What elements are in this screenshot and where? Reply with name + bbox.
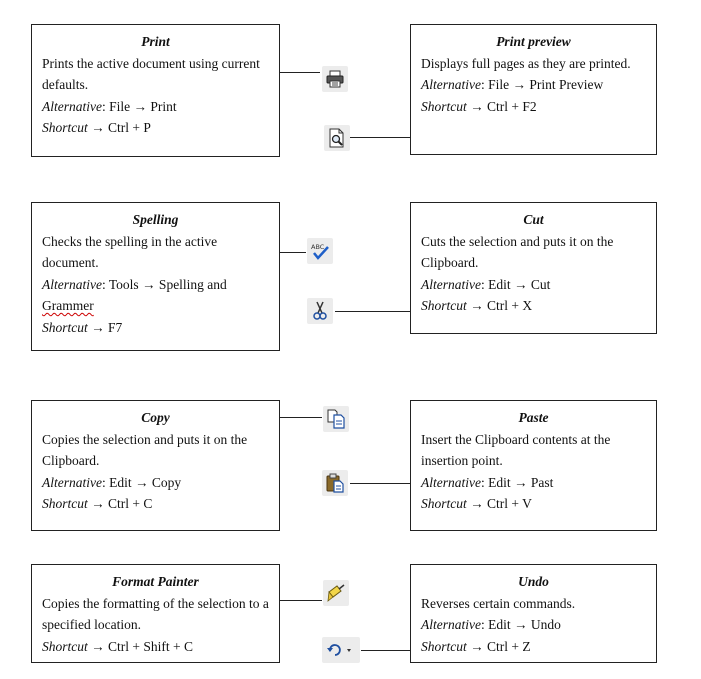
print-box: Print Prints the active document using current defaults. Alternative: File → Print Shortcut → Ctrl + P bbox=[31, 24, 280, 157]
paste-box: Paste Insert the Clipboard contents at the insertion point. Alternative: Edit → Past Shortcut → Ctrl + V bbox=[410, 400, 657, 531]
print-preview-alt-label: Alternative bbox=[421, 77, 481, 92]
spelling-shortcut-value: → F7 bbox=[91, 319, 123, 335]
cut-alt-label: Alternative bbox=[421, 276, 481, 292]
copy-alt-label: Alternative bbox=[42, 474, 102, 490]
format-painter-connector bbox=[280, 600, 322, 601]
print-preview-description: Displays full pages as they are printed. bbox=[421, 55, 631, 71]
paste-alt-value: Edit → Past bbox=[488, 474, 554, 490]
copy-shortcut-value: → Ctrl + C bbox=[91, 496, 153, 511]
copy-connector bbox=[280, 417, 322, 418]
print-preview-shortcut-label: Shortcut bbox=[421, 98, 467, 114]
paste-connector bbox=[350, 483, 410, 484]
cut-connector bbox=[335, 311, 410, 312]
spelling-title: Spelling bbox=[132, 212, 179, 227]
spelling-connector bbox=[280, 252, 306, 253]
paste-icon[interactable] bbox=[322, 470, 348, 496]
print-preview-title: Print preview bbox=[496, 34, 571, 49]
printer-icon[interactable] bbox=[322, 66, 348, 92]
spelling-box: Spelling Checks the spelling in the active document. Alternative: Tools → Spelling and Grammer Shortcut → F7 bbox=[31, 202, 280, 351]
spelling-alt-label: Alternative bbox=[42, 276, 102, 292]
undo-shortcut-label: Shortcut bbox=[421, 638, 467, 654]
print-shortcut-label: Shortcut bbox=[42, 120, 88, 135]
cut-shortcut-label: Shortcut bbox=[421, 298, 467, 313]
print-preview-connector bbox=[350, 137, 410, 138]
format-painter-description: Copies the formatting of the selection to a specified location. bbox=[42, 595, 269, 632]
print-preview-icon[interactable] bbox=[324, 125, 350, 151]
paste-shortcut-value: → Ctrl + V bbox=[470, 496, 532, 511]
copy-icon[interactable] bbox=[323, 406, 349, 432]
copy-shortcut-label: Shortcut bbox=[42, 496, 88, 511]
undo-box: Undo Reverses certain commands. Alternative: Edit → Undo Shortcut → Ctrl + Z bbox=[410, 564, 657, 663]
spelling-alt-value-cont: Grammer bbox=[42, 298, 94, 313]
format-painter-icon[interactable] bbox=[323, 580, 349, 606]
copy-alt-value: Edit → Copy bbox=[109, 474, 182, 490]
spelling-alt-value: Tools → Spelling and bbox=[108, 276, 227, 292]
paste-title: Paste bbox=[518, 410, 549, 425]
chevron-down-icon bbox=[347, 649, 351, 652]
print-alt-value: File → Print bbox=[109, 98, 177, 114]
svg-text:ABC: ABC bbox=[311, 243, 325, 251]
cut-description: Cuts the selection and puts it on the Clipboard. bbox=[421, 233, 614, 270]
print-description: Prints the active document using current defaults. bbox=[42, 55, 260, 92]
paste-alt-label: Alternative bbox=[421, 474, 481, 490]
cut-shortcut-value: → Ctrl + X bbox=[470, 298, 533, 313]
print-alt-label: Alternative bbox=[42, 98, 102, 114]
undo-shortcut-value: → Ctrl + Z bbox=[470, 638, 531, 654]
format-painter-shortcut-label: Shortcut bbox=[42, 638, 88, 654]
cut-title: Cut bbox=[523, 212, 544, 227]
undo-alt-value: Edit → Undo bbox=[488, 617, 561, 632]
copy-box: Copy Copies the selection and puts it on the Clipboard. Alternative: Edit → Copy Shortcut → Ctrl + C bbox=[31, 400, 280, 531]
cut-alt-value: Edit → Cut bbox=[488, 276, 551, 292]
undo-alt-label: Alternative bbox=[421, 617, 481, 632]
format-painter-shortcut-value: → Ctrl + Shift + C bbox=[91, 638, 193, 654]
spelling-check-icon[interactable] bbox=[307, 238, 333, 264]
print-preview-shortcut-value: → Ctrl + F2 bbox=[470, 98, 537, 114]
scissors-icon[interactable] bbox=[307, 298, 333, 324]
cut-box: Cut Cuts the selection and puts it on the Clipboard. Alternative: Edit → Cut Shortcut → Ctrl + X bbox=[410, 202, 657, 334]
paste-description: Insert the Clipboard contents at the insertion point. bbox=[421, 431, 611, 468]
paste-shortcut-label: Shortcut bbox=[421, 496, 467, 511]
copy-title: Copy bbox=[141, 410, 170, 425]
format-painter-title: Format Painter bbox=[112, 574, 199, 589]
print-preview-box: Print preview Displays full pages as they are printed. Alternative: File → Print Preview Shortcut → Ctrl + F2 bbox=[410, 24, 657, 155]
undo-icon[interactable] bbox=[322, 637, 360, 663]
spelling-description: Checks the spelling in the active document. bbox=[42, 233, 218, 270]
undo-title: Undo bbox=[518, 574, 549, 589]
print-title: Print bbox=[141, 34, 170, 49]
copy-description: Copies the selection and puts it on the Clipboard. bbox=[42, 431, 248, 468]
undo-connector bbox=[361, 650, 410, 651]
print-preview-alt-value: File → Print Preview bbox=[488, 77, 604, 92]
undo-description: Reverses certain commands. bbox=[421, 595, 576, 611]
print-shortcut-value: → Ctrl + P bbox=[91, 120, 151, 135]
print-connector bbox=[280, 72, 320, 73]
format-painter-box bbox=[31, 564, 280, 663]
spelling-shortcut-label: Shortcut bbox=[42, 319, 88, 335]
